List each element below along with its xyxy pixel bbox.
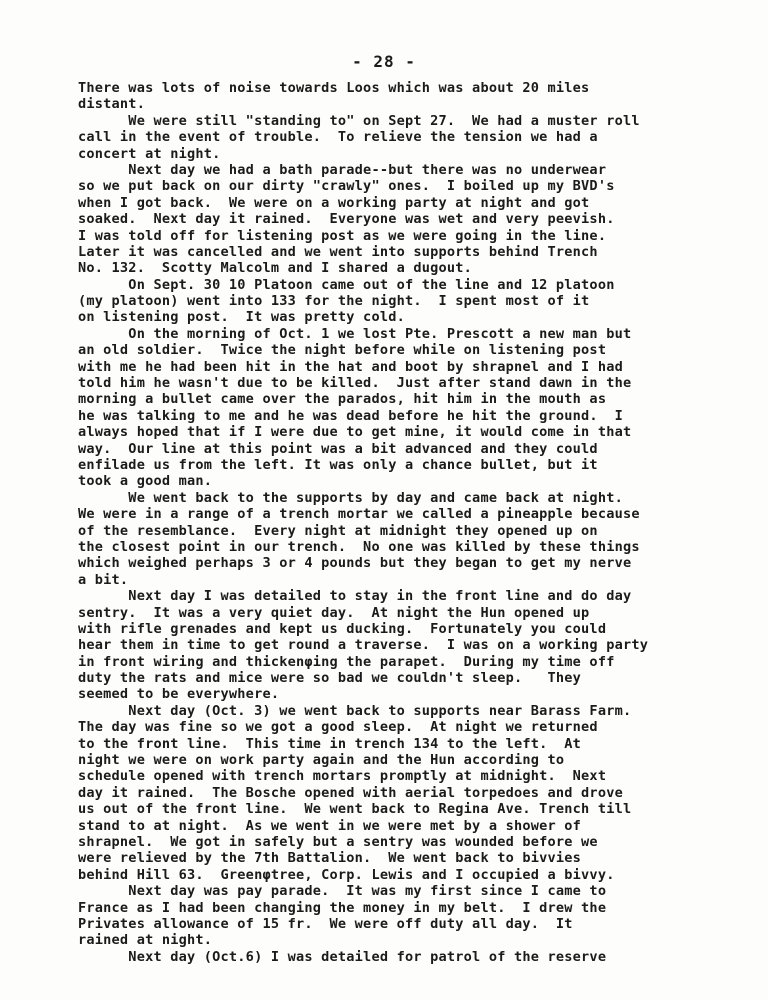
page-body-text (78, 80, 698, 965)
text-line: Later it was cancelled and we went into supports behind Trench (78, 243, 598, 260)
text-line: day it rained. The Bosche opened with aerial torpedoes and drove (78, 784, 623, 801)
text-line: of the resemblance. Every night at midnight they opened up on (78, 522, 598, 539)
text-line: when I got back. We were on a working party at night and got (78, 194, 590, 211)
text-line: Next day I was detailed to stay in the front line and do day (78, 588, 632, 605)
text-line: There was lots of noise towards Loos which was about 20 miles (78, 80, 590, 96)
text-line: soaked. Next day it rained. Everyone was wet and very peevish. (78, 211, 615, 228)
text-line: France as I had been changing the money in my belt. I drew the (78, 899, 607, 916)
text-line: shrapnel. We got in safely but a sentry was wounded before we (78, 833, 598, 850)
text-line: hear them in time to get round a traverse. I was on a working party (78, 637, 649, 654)
text-line: always hoped that if I were due to get mine, it would come in that (78, 424, 632, 441)
text-line: so we put back on our dirty "crawly" ones. I boiled up my BVD's (78, 178, 615, 195)
text-line: schedule opened with trench mortars promptly at midnight. Next (78, 768, 607, 785)
text-line: he was talking to me and he was dead before he hit the ground. I (78, 407, 623, 424)
text-line: Next day (Oct. 3) we went back to supports near Barass Farm. (78, 702, 632, 719)
text-line: On Sept. 30 10 Platoon came out of the line and 12 platoon (78, 276, 615, 293)
text-line: call in the event of trouble. To relieve the tension we had a (78, 129, 598, 146)
text-line: were relieved by the 7th Battalion. We went back to bivvies (78, 850, 582, 867)
text-line: to the front line. This time in trench 134 to the left. At (78, 735, 582, 752)
text-line: way. Our line at this point was a bit advanced and they could (78, 440, 598, 457)
text-line: distant. (78, 96, 146, 113)
text-line: I was told off for listening post as we were going in the line. (78, 227, 607, 244)
text-line: told him he wasn't due to be killed. Just after stand dawn in the (78, 375, 632, 392)
text-line: in front wiring and thickenφing the parapet. During my time off (78, 653, 615, 670)
text-line: Next day was pay parade. It was my first since I came to (78, 883, 607, 900)
text-line: We were in a range of a trench mortar we called a pineapple because (78, 506, 640, 523)
text-line: No. 132. Scotty Malcolm and I shared a dugout. (78, 260, 473, 277)
text-line: with rifle grenades and kept us ducking. Fortunately you could (78, 620, 607, 637)
text-line: behind Hill 63. Greenφtree, Corp. Lewis and I occupied a bivvy. (78, 866, 615, 883)
text-line: with me he had been hit in the hat and boot by shrapnel and I had (78, 358, 623, 375)
text-line: seemed to be everywhere. (78, 686, 280, 703)
text-line: enfilade us from the left. It was only a chance bullet, but it (78, 456, 598, 473)
text-line: Privates allowance of 15 fr. We were off duty all day. It (78, 915, 573, 932)
text-line: Next day we had a bath parade--but there was no underwear (78, 161, 607, 178)
text-line: on listening post. It was pretty cold. (78, 309, 405, 326)
text-line: a bit. (78, 571, 129, 588)
text-line: morning a bullet came over the parados, hit him in the mouth as (78, 391, 607, 408)
text-line: The day was fine so we got a good sleep. At night we returned (78, 719, 598, 736)
page-number: - 28 - (352, 52, 416, 71)
text-line: night we were on work party again and the Hun according to (78, 752, 565, 769)
text-line: took a good man. (78, 473, 213, 490)
text-line: us out of the front line. We went back to Regina Ave. Trench till (78, 801, 632, 818)
text-line: concert at night. (78, 145, 221, 162)
text-line: We were still "standing to" on Sept 27. We had a muster roll (78, 112, 640, 129)
text-line: rained at night. (78, 932, 213, 949)
text-line: (my platoon) went into 133 for the night. I spent most of it (78, 293, 590, 310)
text-line: sentry. It was a very quiet day. At night the Hun opened up (78, 604, 590, 621)
text-line: On the morning of Oct. 1 we lost Pte. Prescott a new man but (78, 325, 632, 342)
text-line: stand to at night. As we went in we were met by a shower of (78, 817, 582, 834)
text-line: duty the rats and mice were so bad we couldn't sleep. They (78, 670, 582, 687)
text-line: an old soldier. Twice the night before while on listening post (78, 342, 607, 359)
text-line: Next day (Oct.6) I was detailed for patrol of the reserve (78, 948, 607, 965)
text-line: which weighed perhaps 3 or 4 pounds but they began to get my nerve (78, 555, 632, 572)
text-line: the closest point in our trench. No one was killed by these things (78, 538, 640, 555)
text-line: We went back to the supports by day and came back at night. (78, 489, 623, 506)
